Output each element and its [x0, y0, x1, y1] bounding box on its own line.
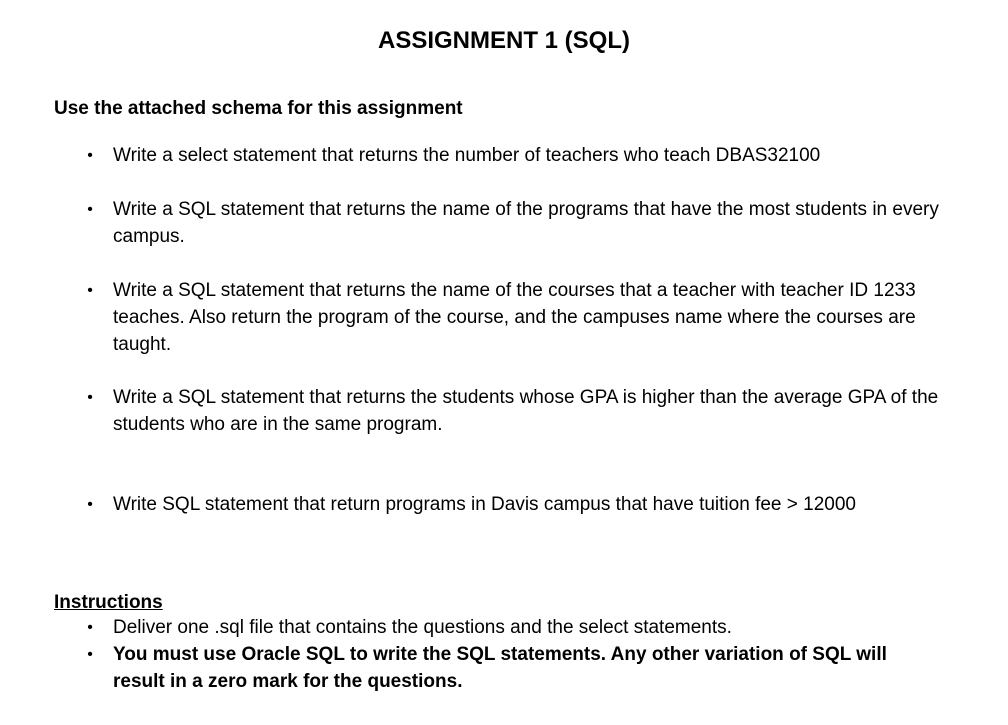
bullet-icon: • — [87, 201, 93, 218]
bullet-icon: • — [87, 389, 93, 406]
question-text: Write SQL statement that return programs in Davis campus that have tuition fee > 12000 — [113, 494, 856, 515]
subtitle: Use the attached schema for this assignment — [54, 98, 463, 119]
bullet-icon: • — [87, 619, 93, 636]
instruction-text: You must use Oracle SQL to write the SQL statements. Any other variation of SQL will result in a zero mark for the questions. — [113, 644, 887, 692]
question-text: Write a SQL statement that returns the students whose GPA is higher than the average GPA of the students who are in the same program. — [113, 387, 939, 435]
question-text: Write a SQL statement that returns the name of the courses that a teacher with teacher ID 1233 teaches. Also return the program of the course, and the campuses name where the courses are taught. — [113, 280, 916, 355]
question-text: Write a SQL statement that returns the name of the programs that have the most students in every campus. — [113, 199, 939, 247]
instructions-heading: Instructions — [54, 592, 163, 613]
bullet-icon: • — [87, 496, 93, 513]
document-title: ASSIGNMENT 1 (SQL) — [377, 27, 630, 54]
instruction-text: Deliver one .sql file that contains the questions and the select statements. — [113, 617, 732, 638]
bullet-icon: • — [87, 646, 93, 663]
bullet-icon: • — [87, 147, 93, 164]
question-text: Write a select statement that returns the number of teachers who teach DBAS32100 — [113, 145, 821, 166]
bullet-icon: • — [87, 282, 93, 299]
